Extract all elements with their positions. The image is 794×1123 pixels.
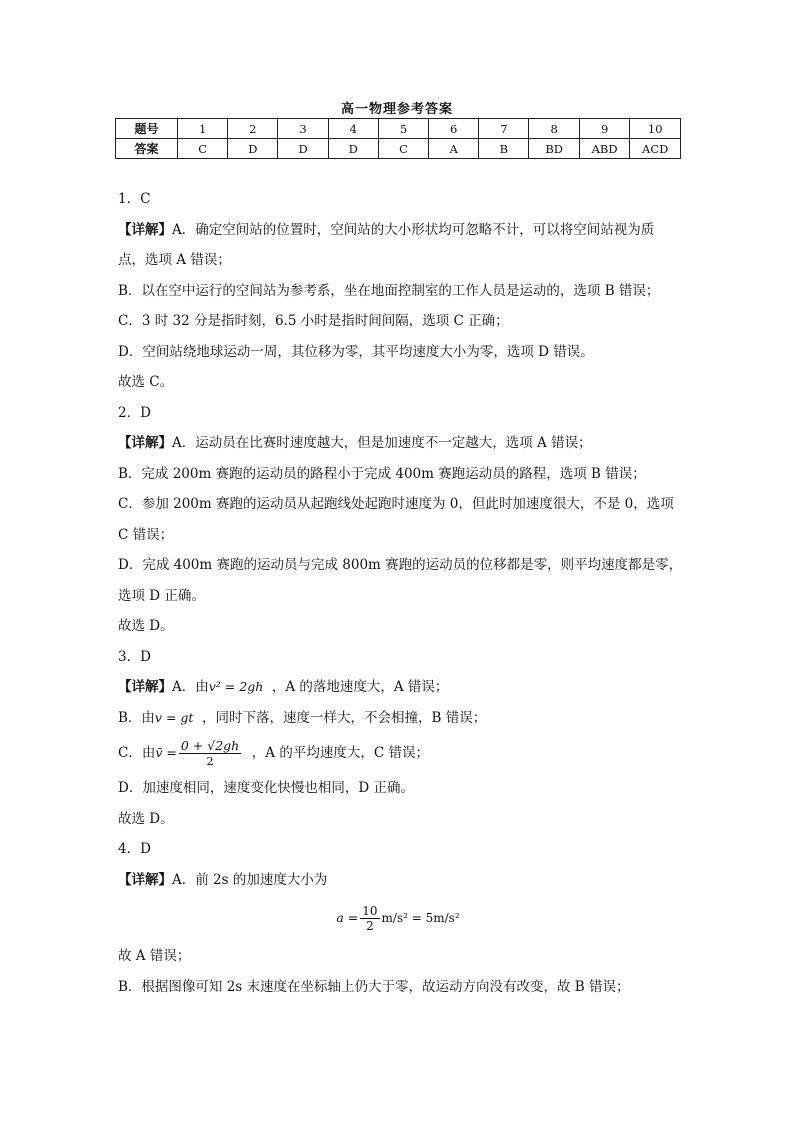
answer-cell: D (328, 139, 378, 159)
question-heading-3: 3．D (118, 648, 151, 665)
number-cell: 6 (429, 119, 479, 139)
explanation-line: 点，选项 A 错误； (118, 252, 231, 268)
explanation-line: D．完成 400m 赛跑的运动员与完成 800m 赛跑的运动员的位移都是零，则平均速度都是零， (118, 557, 683, 573)
explanation-line: 选项 D 正确。 (118, 587, 205, 604)
answer-cell: C (378, 139, 428, 159)
detail-tag: 【详解】 (118, 679, 172, 695)
row-label-number: 题号 (116, 119, 178, 139)
explanation-line: B．根据图像可知 2s 末速度在坐标轴上仍大于零，故运动方向没有改变，故 B 错误； (118, 978, 630, 995)
equation: a = $\frac{10}{2}$ m/s² = 5m/s² (336, 904, 460, 933)
number-cell: 9 (579, 119, 630, 139)
number-cell: 8 (529, 119, 579, 139)
answer-cell: D (278, 139, 328, 159)
number-cell: 7 (479, 119, 529, 139)
page-title: 高一物理参考答案 (340, 102, 453, 117)
fraction: $\frac{10}{2}$ (362, 904, 378, 933)
explanation-line: C．参加 200m 赛跑的运动员从起跑线处起跑时速度为 0，但此时加速度很大，不是 0，选项 (118, 496, 674, 512)
answer-explanations (118, 184, 683, 1002)
formula: v² = 2gh (208, 679, 264, 694)
answer-cell: BD (529, 139, 579, 159)
row-label-answer: 答案 (116, 139, 178, 159)
question-heading-1: 1．C (118, 191, 151, 207)
explanation-line: 故 A 错误； (118, 948, 191, 964)
number-cell: 1 (178, 119, 228, 139)
detail-tag: 【详解】 (118, 221, 172, 238)
conclusion-line: 故选 D。 (118, 810, 174, 827)
explanation-line: B．完成 200m 赛跑的运动员的路程小于完成 400m 赛跑运动员的路程，选项 B 错误； (118, 465, 646, 482)
explanation-line: 【详解】A．确定空间站的位置时，空间站的大小形状均可忽略不计，可以将空间站视为质 (118, 221, 655, 238)
answer-cell: A (429, 139, 479, 159)
answer-cell: B (479, 139, 529, 159)
explanation-line: B．以在空中运行的空间站为参考系，坐在地面控制室的工作人员是运动的，选项 B 错误； (118, 282, 660, 299)
question-heading-2: 2．D (118, 404, 151, 421)
number-cell: 5 (378, 119, 428, 139)
explanation-line: D．加速度相同，速度变化快慢也相同，D 正确。 (118, 780, 414, 796)
conclusion-line: 故选 C。 (118, 374, 174, 390)
answer-table-number-row (116, 119, 681, 139)
detail-tag: 【详解】 (118, 871, 172, 888)
explanation-line: 【详解】A．前 2s 的加速度大小为 (118, 871, 328, 888)
formula: v̄ = (155, 745, 177, 760)
conclusion-line: 故选 D。 (118, 618, 174, 634)
question-heading-4: 4．D (118, 841, 151, 857)
detail-tag: 【详解】 (118, 435, 172, 451)
explanation-line: C．由v̄ = $\frac{0 + √2gh}{2}$ ，A 的平均速度大，C 错误； (118, 738, 429, 768)
number-cell: 3 (278, 119, 328, 139)
fraction: $\frac{0 + √2gh}{2}$ (180, 738, 240, 768)
explanation-line: C．3 时 32 分是指时刻，6.5 小时是指时间间隔，选项 C 正确； (118, 313, 509, 329)
answer-cell: D (228, 139, 278, 159)
answer-cell: ACD (630, 139, 681, 159)
number-cell: 2 (228, 119, 278, 139)
answer-table (115, 118, 681, 159)
answer-table-answer-row (116, 139, 681, 159)
answer-cell: ABD (579, 139, 630, 159)
explanation-line: B．由v = gt ，同时下落，速度一样大，不会相撞，B 错误； (118, 709, 487, 726)
number-cell: 4 (328, 119, 378, 139)
explanation-line: 【详解】A．运动员在比赛时速度越大，但是加速度不一定越大，选项 A 错误； (118, 435, 592, 451)
number-cell: 10 (630, 119, 681, 139)
explanation-line: D．空间站绕地球运动一周，其位移为零，其平均速度大小为零，选项 D 错误。 (118, 343, 594, 360)
formula: v = gt (154, 709, 194, 725)
answer-cell: C (178, 139, 228, 159)
explanation-line: 【详解】A．由v² = 2gh ，A 的落地速度大，A 错误； (118, 679, 449, 695)
explanation-line: C 错误； (118, 526, 174, 543)
